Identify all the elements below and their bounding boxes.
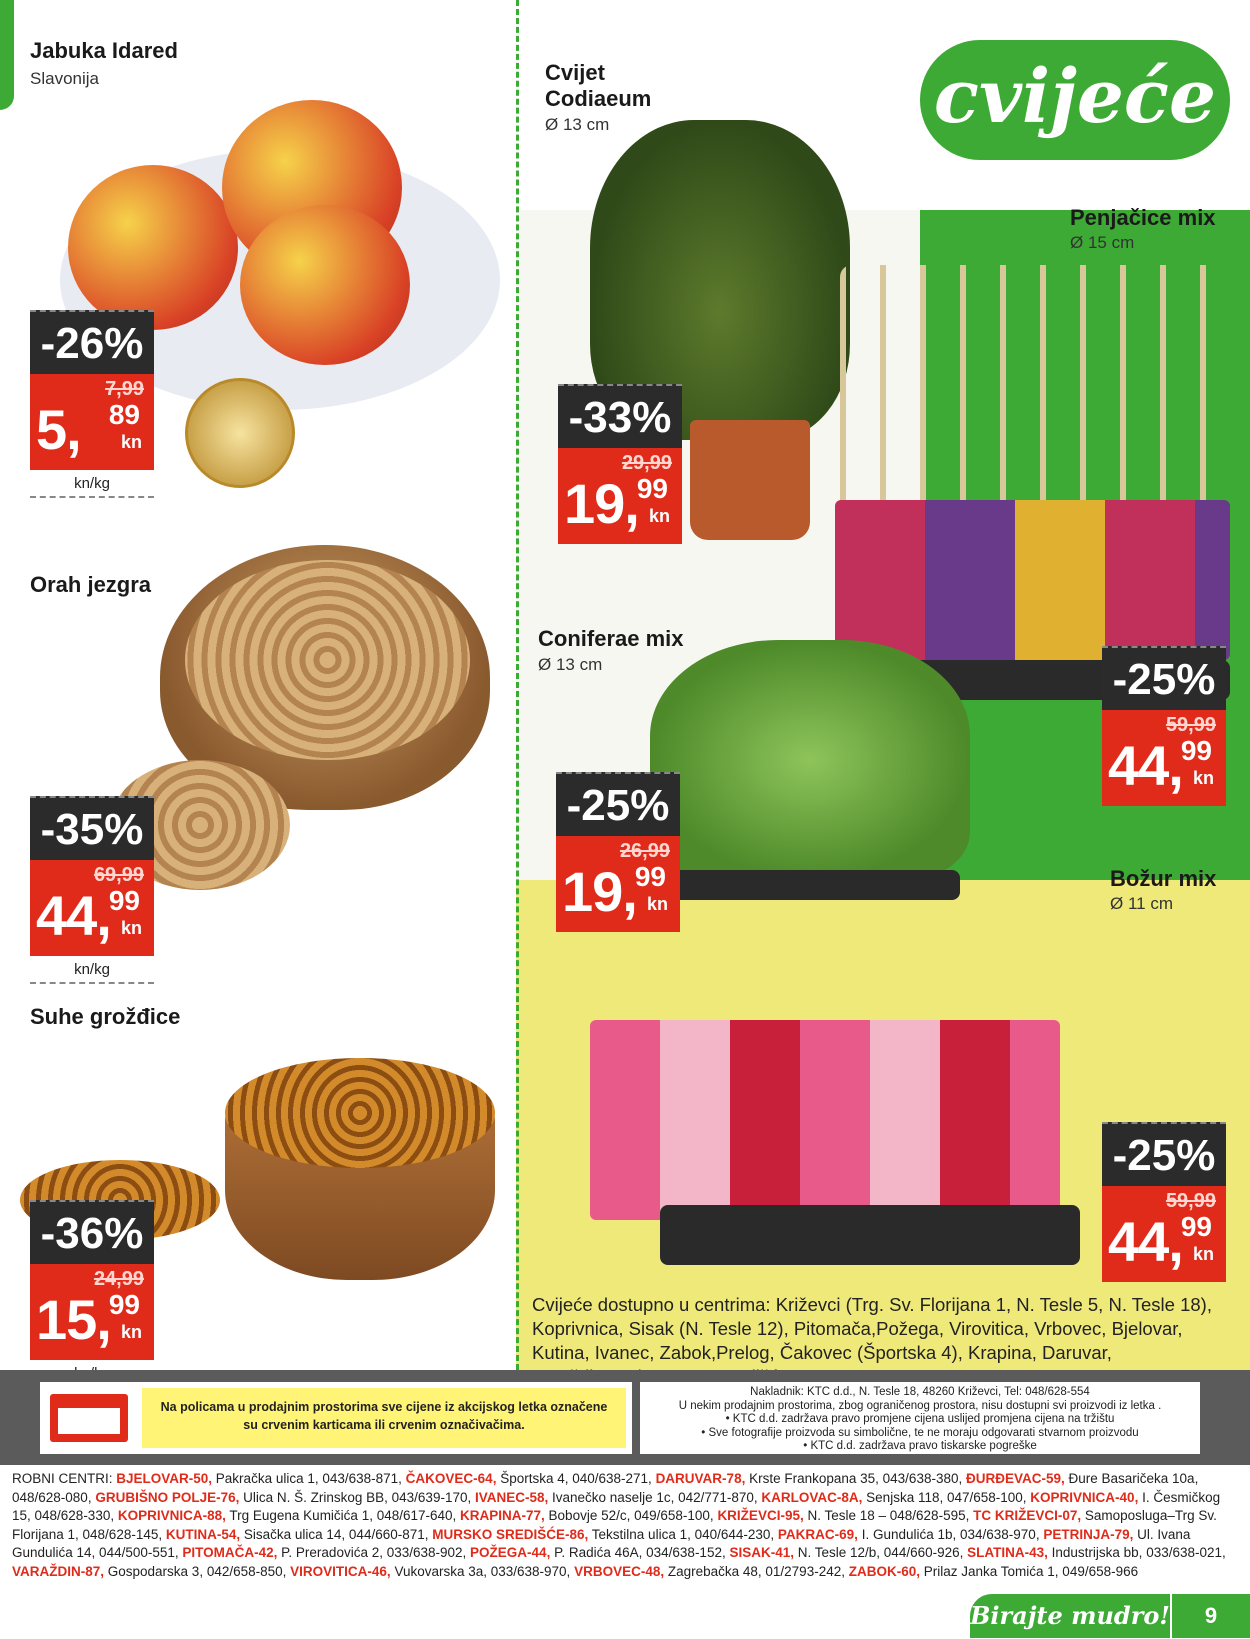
discount-percent: -36% xyxy=(30,1200,154,1264)
store-address: P. Radića 46A, 034/638-152, xyxy=(550,1545,730,1560)
store-name: ZABOK-60, xyxy=(848,1563,920,1579)
store-address: I. Česmičkog 15, 048/628-330, xyxy=(12,1489,1221,1523)
store-address: Športska 4, 040/638-271, xyxy=(496,1471,656,1486)
store-address: Vukovarska 3a, 033/638-970, xyxy=(390,1563,575,1579)
price-currency: kn xyxy=(120,432,142,452)
apple-image xyxy=(240,205,410,365)
peony-plants-image xyxy=(590,1020,1060,1220)
store-name: PETRINJA-79, xyxy=(1043,1526,1134,1542)
store-name: ČAKOVEC-64, xyxy=(405,1471,497,1486)
store-name: VIROVITICA-46, xyxy=(290,1563,391,1579)
product-title: Cvijet Codiaeum xyxy=(545,60,652,111)
price-currency: kn xyxy=(646,894,668,914)
product-title: Božur mix xyxy=(1110,866,1217,891)
product-subtitle: Ø 13 cm xyxy=(538,655,603,674)
price-whole: 19, xyxy=(564,472,639,535)
raisins-image xyxy=(225,1058,495,1168)
price-currency: kn xyxy=(648,506,670,526)
corner-tab xyxy=(0,0,14,110)
store-address: Zagrebačka 48, 01/2793-242, xyxy=(664,1563,849,1579)
legal-line: U nekim prodajnim prostorima, zbog ograničenog prostora, nisu dostupni svi proizvodi iz letka . xyxy=(678,1399,1162,1412)
legal-box xyxy=(640,1382,1200,1454)
store-name: GRUBIŠNO POLJE-76, xyxy=(95,1489,240,1505)
store-name: POŽEGA-44, xyxy=(470,1545,551,1560)
price-whole: 44, xyxy=(1108,1210,1183,1273)
walnut-image xyxy=(185,560,470,760)
store-address: Ul. Ivana Gundulića 14, 044/500-551, xyxy=(12,1526,1191,1560)
store-name: DARUVAR-78, xyxy=(655,1471,746,1486)
climbing-plant-sticks-image xyxy=(840,265,1230,515)
domestic-origin-seal-icon xyxy=(185,378,295,488)
store-name: VARAŽDIN-87, xyxy=(12,1563,105,1579)
store-name: PITOMAČA-42, xyxy=(182,1545,278,1560)
store-address: Ulica N. Š. Zrinskog BB, 043/639-170, xyxy=(239,1489,475,1505)
store-name: ĐURĐEVAC-59, xyxy=(965,1471,1065,1486)
store-address: Sisačka ulica 14, 044/660-871, xyxy=(240,1526,433,1542)
price-card-notice xyxy=(40,1382,632,1454)
product-title: Coniferae mix xyxy=(538,626,684,651)
store-name: KRAPINA-77, xyxy=(460,1508,545,1523)
price-box xyxy=(30,860,154,956)
price-box xyxy=(558,448,682,544)
availability-note: Cvijeće dostupno u centrima: Križevci (Trg. Sv. Florijana 1, N. Tesle 5, N. Tesle 18), Koprivnica, Sisak (N. Tesle 12), Pitomača,Požega, Virovitica, Vrbovec, Bjelovar, Kutina, Ivanec, Zabok,Prelog, Čakovec (Športska 4), Krapina, Daruvar, xyxy=(532,1294,1212,1363)
apple-image xyxy=(68,165,238,330)
price-currency: kn xyxy=(120,918,142,938)
store-address: Pakračka ulica 1, 043/638-871, xyxy=(212,1471,406,1486)
page-number: 9 xyxy=(1170,1594,1250,1638)
price-cents: 99 xyxy=(1180,735,1212,766)
store-address: Trg Eugena Kumičića 1, 048/617-640, xyxy=(225,1508,461,1523)
price-whole: 5, xyxy=(36,398,81,461)
notice-text: Na policama u prodajnim prostorima sve cijene iz akcijskog letka označene su crvenim karticama ili crvenim označivačima. xyxy=(160,1400,608,1432)
store-name: KARLOVAC-8A, xyxy=(761,1489,863,1505)
store-address: Krste Frankopana 35, 043/638-380, xyxy=(745,1471,966,1486)
price-whole: 44, xyxy=(36,884,111,947)
store-address: Industrijska bb, 033/638-021, xyxy=(1047,1545,1226,1560)
old-price: 59,99 xyxy=(1165,1190,1216,1212)
store-name: SISAK-41, xyxy=(729,1545,794,1560)
discount-percent: -25% xyxy=(1102,1122,1226,1186)
price-currency: kn xyxy=(1192,768,1214,788)
old-price: 69,99 xyxy=(93,864,144,886)
discount-percent: -25% xyxy=(1102,646,1226,710)
slogan: Birajte mudro! xyxy=(970,1594,1170,1638)
store-address: Samoposluga–Trg Sv. Florijana 1, 048/628-145, xyxy=(12,1508,1217,1542)
legal-line: • KTC d.d. zadržava pravo promjene cijena uslijed promjena cijena na tržištu xyxy=(725,1413,1115,1425)
store-address: Đure Basaričeka 10a, 048/628-080, xyxy=(12,1471,1199,1505)
price-cents: 99 xyxy=(634,861,666,892)
store-address: Prilaz Janka Tomića 1, 049/658-966 xyxy=(920,1563,1139,1579)
product-subtitle: Ø 15 cm xyxy=(1070,233,1135,252)
store-address: P. Preradovića 2, 033/638-902, xyxy=(277,1545,471,1560)
store-name: SLATINA-43, xyxy=(967,1545,1048,1560)
price-currency: kn xyxy=(1192,1244,1214,1264)
product-title: Orah jezgra xyxy=(30,572,152,597)
product-title: Penjačice mix xyxy=(1070,205,1216,230)
product-subtitle: Slavonija xyxy=(30,69,99,88)
store-address: N. Tesle 18 – 048/628-595, xyxy=(803,1508,974,1523)
old-price: 59,99 xyxy=(1165,714,1216,736)
price-box xyxy=(1102,1186,1226,1282)
store-name: IVANEC-58, xyxy=(474,1489,549,1505)
price-cents: 99 xyxy=(108,885,140,916)
store-name: MURSKO SREDIŠĆE-86, xyxy=(432,1526,589,1542)
price-box xyxy=(556,836,680,932)
discount-percent: -26% xyxy=(30,310,154,374)
store-address: Ivanečko naselje 1c, 042/771-870, xyxy=(548,1489,762,1505)
store-address: Gospodarska 3, 042/658-850, xyxy=(104,1563,291,1579)
discount-percent: -35% xyxy=(30,796,154,860)
legal-line: • Sve fotografije proizvoda su simbolične, te ne moraju odgovarati stvarnom proizvodu xyxy=(701,1426,1139,1439)
price-cents: 99 xyxy=(636,473,668,504)
store-name: VRBOVEC-48, xyxy=(574,1563,665,1579)
price-cents: 99 xyxy=(1180,1211,1212,1242)
store-name: BJELOVAR-50, xyxy=(116,1471,213,1486)
store-name: TC KRIŽEVCI-07, xyxy=(973,1508,1082,1523)
plant-tray-image xyxy=(670,870,960,900)
store-name: KUTINA-54, xyxy=(165,1526,241,1542)
store-address: Senjska 118, 047/658-100, xyxy=(862,1489,1031,1505)
product-subtitle: Ø 13 cm xyxy=(545,115,610,134)
plant-tray-image xyxy=(660,1205,1080,1265)
store-list-prefix: ROBNI CENTRI: xyxy=(12,1471,117,1486)
store-address: I. Gundulića 1b, 034/638-970, xyxy=(857,1526,1044,1542)
product-subtitle: Ø 11 cm xyxy=(1110,894,1173,913)
store-name: PAKRAC-69, xyxy=(777,1526,858,1542)
section-headline xyxy=(920,40,1230,160)
discount-percent: -25% xyxy=(556,772,680,836)
dashed-divider xyxy=(516,0,519,1370)
old-price: 24,99 xyxy=(93,1268,144,1290)
store-list xyxy=(12,1470,1238,1581)
price-currency: kn xyxy=(120,1322,142,1342)
store-address: Bobovje 52/c, 049/658-100, xyxy=(544,1508,718,1523)
old-price: 29,99 xyxy=(621,452,672,474)
headline-text: cvijeće xyxy=(933,54,1217,140)
price-whole: 44, xyxy=(1108,734,1183,797)
store-name: KRIŽEVCI-95, xyxy=(717,1508,804,1523)
price-card-icon xyxy=(50,1394,128,1442)
price-card-icon-label xyxy=(58,1408,120,1434)
store-address: N. Tesle 12/b, 044/660-926, xyxy=(794,1545,968,1560)
store-name: KOPRIVNICA-88, xyxy=(117,1508,226,1523)
price-unit: kn/kg xyxy=(30,956,154,984)
old-price: 26,99 xyxy=(619,840,670,862)
discount-percent: -33% xyxy=(558,384,682,448)
store-address: Tekstilna ulica 1, 040/644-230, xyxy=(588,1526,778,1542)
price-whole: 15, xyxy=(36,1288,111,1351)
store-name: KOPRIVNICA-40, xyxy=(1030,1489,1139,1505)
price-cents: 99 xyxy=(108,1289,140,1320)
flower-pot-image xyxy=(690,420,810,540)
price-whole: 19, xyxy=(562,860,637,923)
climbing-plant-cards-image xyxy=(835,500,1230,660)
price-unit: kn/kg xyxy=(30,470,154,498)
old-price: 7,99 xyxy=(105,378,144,400)
notice-highlight xyxy=(142,1388,626,1448)
product-title: Jabuka Idared xyxy=(30,38,178,63)
product-title: Suhe grožđice xyxy=(30,1004,181,1029)
legal-line: Nakladnik: KTC d.d., N. Tesle 18, 48260 Križevci, Tel: 048/628-554 xyxy=(750,1386,1090,1398)
price-cents: 89 xyxy=(108,399,140,430)
price-box xyxy=(30,1264,154,1360)
price-box xyxy=(1102,710,1226,806)
legal-line: • KTC d.d. zadržava pravo tiskarske pogreške xyxy=(803,1440,1037,1452)
conifer-plants-image xyxy=(650,640,970,880)
price-box xyxy=(30,374,154,470)
